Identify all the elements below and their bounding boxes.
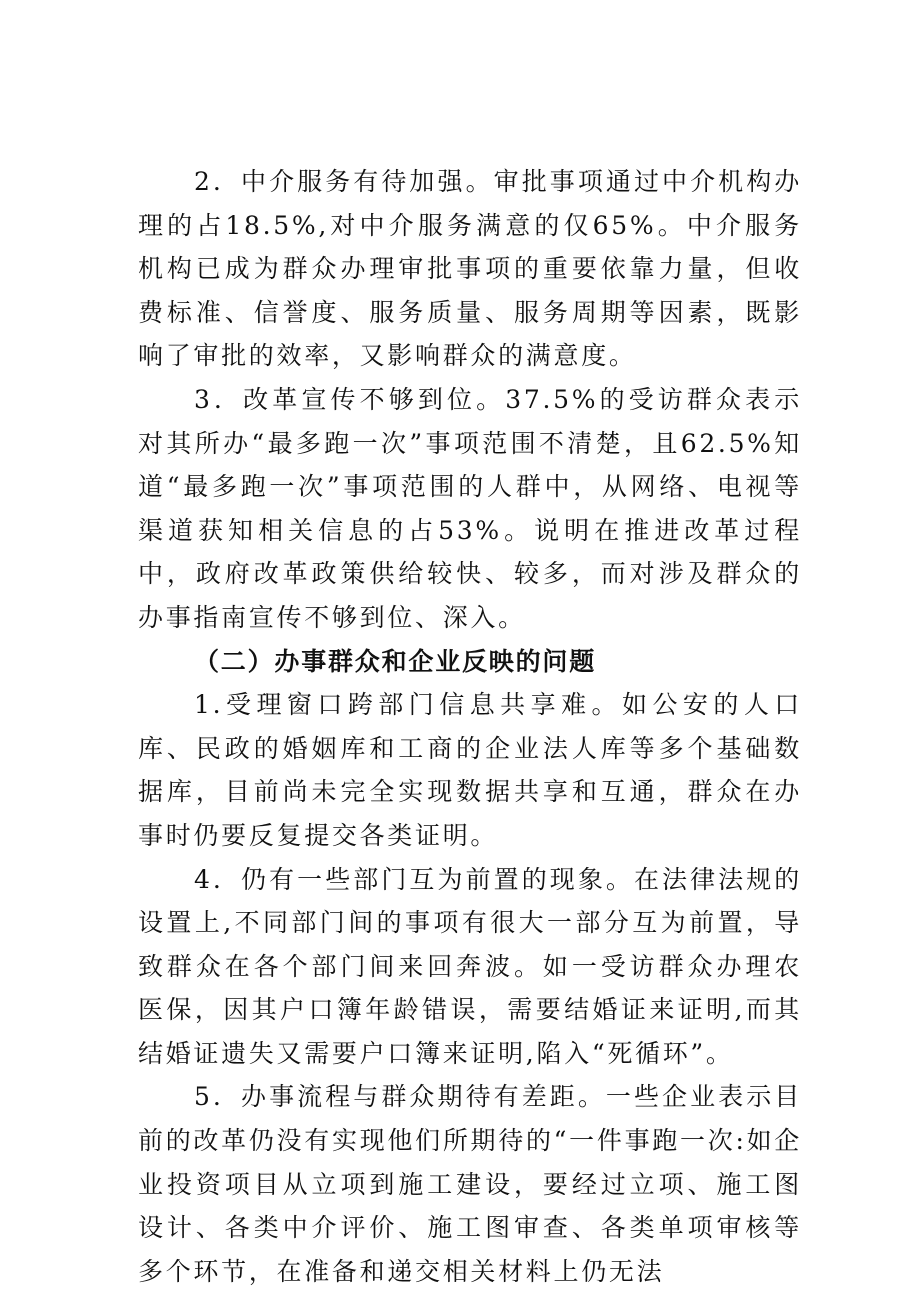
section-heading: （二）办事群众和企业反映的问题 — [194, 646, 597, 676]
paragraph-process-gap: 5．办事流程与群众期待有差距。一些企业表示目前的改革仍没有实现他们所期待的“一件事跑一次:如企业投资项目从立项到施工建设，要经过立项、施工图设计、各类中介评价、施工图审查、各类单项审核等多个环节，在准备和递交相关材料上仍无法 — [138, 1082, 802, 1286]
paragraph-info-sharing: 1.受理窗口跨部门信息共享难。如公安的人口库、民政的婚姻库和工商的企业法人库等多个基础数据库，目前尚未完全实现数据共享和互通，群众在办事时仍要反复提交各类证明。 — [138, 690, 802, 850]
document-body — [138, 160, 802, 1293]
paragraph-mutual-prerequisite: 4．仍有一些部门互为前置的现象。在法律法规的设置上,不同部门间的事项有很大一部分互为前置，导致群众在各个部门间来回奔波。如一受访群众办理农医保，因其户口簿年龄错误，需要结婚证来证明,而其结婚证遗失又需要户口簿来证明,陷入“死循环”。 — [138, 864, 802, 1068]
paragraph-intermediary-services: 2．中介服务有待加强。审批事项通过中介机构办理的占18.5%,对中介服务满意的仅65%。中介服务机构已成为群众办理审批事项的重要依靠力量，但收费标准、信誉度、服务质量、服务周期等因素，既影响了审批的效率，又影响群众的满意度。 — [138, 167, 802, 371]
paragraph-reform-publicity: 3．改革宣传不够到位。37.5%的受访群众表示对其所办“最多跑一次”事项范围不清楚，且62.5%知道“最多跑一次”事项范围的人群中，从网络、电视等渠道获知相关信息的占53%。说明在推进改革过程中，政府改革政策供给较快、较多，而对涉及群众的办事指南宣传不够到位、深入。 — [138, 384, 802, 632]
